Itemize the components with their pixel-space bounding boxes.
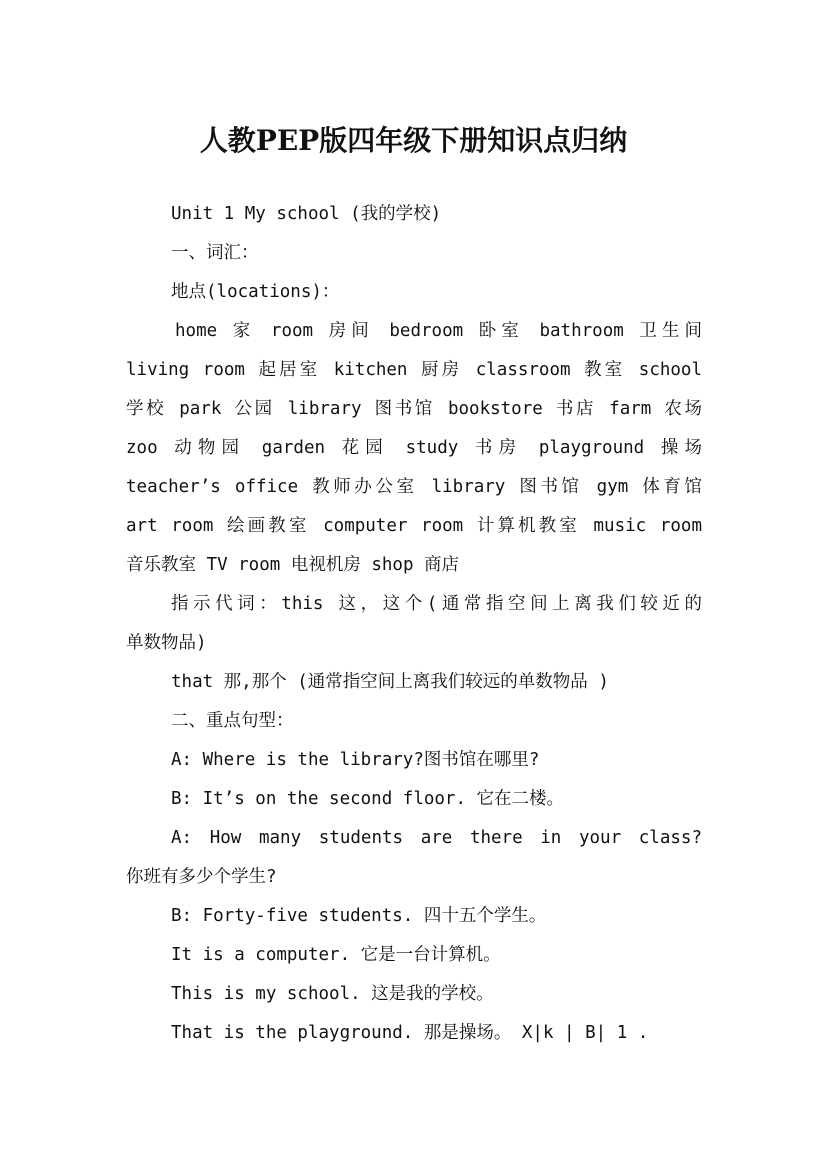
- page-title: 人教PEP版四年级下册知识点归纳: [199, 123, 628, 157]
- question-sentence: A: How many students are there in your class?: [171, 828, 702, 848]
- section-heading-vocabulary: 一、词汇：: [171, 243, 259, 263]
- demonstrative-this: 指示代词：this 这，这个(通常指空间上离我们较近的: [171, 594, 702, 614]
- sentence: A: Where is the library?图书馆在哪里?: [171, 750, 540, 770]
- locations-heading: 地点(locations)：: [171, 282, 340, 302]
- vocab-line: zoo 动物园 garden 花园 study 书房 playground 操场: [126, 438, 702, 458]
- vocab-line: 音乐教室 TV room 电视机房 shop 商店: [126, 555, 460, 575]
- vocab-line: home 家 room 房间 bedroom 卧室 bathroom 卫生间: [175, 321, 702, 341]
- unit-heading: Unit 1 My school (我的学校): [171, 204, 442, 224]
- sentence: B: Forty-five students. 四十五个学生。: [171, 906, 547, 926]
- vocab-line: living room 起居室 kitchen 厨房 classroom 教室 school: [126, 360, 702, 380]
- demonstrative-this-continued: 单数物品): [126, 633, 207, 653]
- document-body: [126, 195, 702, 1053]
- section-heading-sentences: 二、重点句型：: [171, 711, 294, 731]
- sentence: It is a computer. 它是一台计算机。: [171, 945, 501, 965]
- vocab-line: art room 绘画教室 computer room 计算机教室 music room: [126, 516, 702, 536]
- vocab-line: teacher’s office 教师办公室 library 图书馆 gym 体育馆: [126, 477, 702, 497]
- demonstrative-that: that 那,那个 (通常指空间上离我们较远的单数物品 ): [171, 672, 609, 692]
- question-translation: 你班有多少个学生?: [126, 867, 277, 887]
- vocab-line: 学校 park 公园 library 图书馆 bookstore 书店 farm 农场: [126, 399, 702, 419]
- sentence: B: It’s on the second floor. 它在二楼。: [171, 789, 565, 809]
- sentence: This is my school. 这是我的学校。: [171, 984, 494, 1004]
- sentence: That is the playground. 那是操场。 X|k | B| 1 .: [171, 1023, 649, 1043]
